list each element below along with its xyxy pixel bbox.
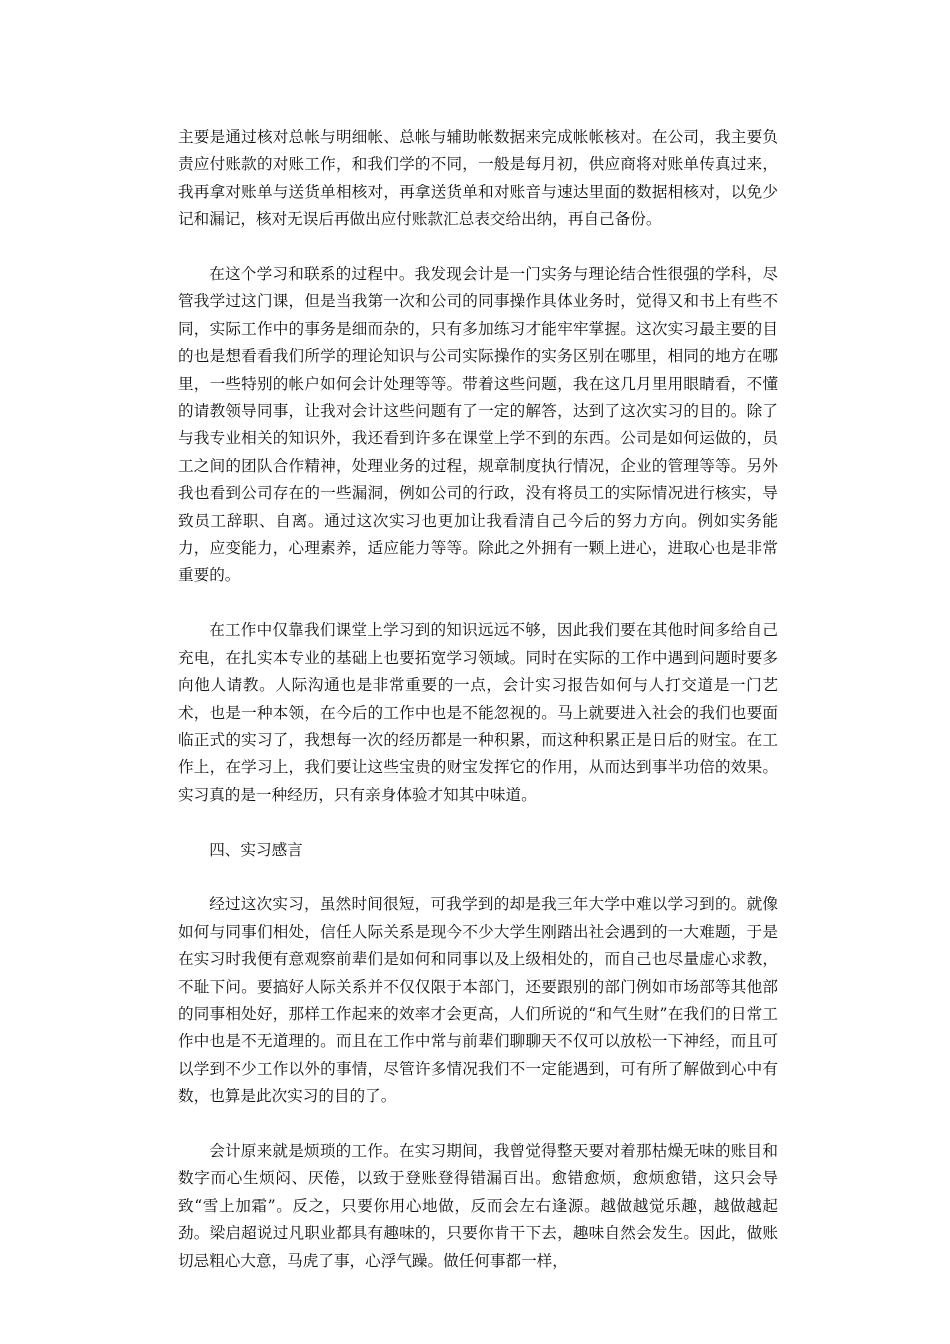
paragraph-learning-process: 在这个学习和联系的过程中。我发现会计是一门实务与理论结合性很强的学科，尽管我学过这门课，但是当我第一次和公司的同事操作具体业务时，觉得又和书上有些不同，实际工作中的事务是细而杂的，只有多加练习才能牢牢掌握。这次实习最主要的目的也是想看看我们所学的理论知识与公司实际操作的实务区别在哪里，相同的地方在哪里，一些特别的帐户如何会计处理等等。带着这些问题，我在这几月里用眼睛看，不懂的请教领导同事，让我对会计这些问题有了一定的解答，达到了这次实习的目的。除了与我专业相关的知识外，我还看到许多在课堂上学不到的东西。公司是如何运做的，员工之间的团队合作精神，处理业务的过程，规章制度执行情况，企业的管理等等。另外我也看到公司存在的一些漏洞，例如公司的行政，没有将员工的实际情况进行核实，导致员工辞职、自离。通过这次实习也更加让我看清自己今后的努力方向。例如实务能力，应变能力，心理素养，适应能力等等。除此之外拥有一颗上进心，进取心也是非常重要的。 [178, 265, 778, 585]
paragraph-account-reconciliation: 主要是通过核对总帐与明细帐、总帐与辅助帐数据来完成帐帐核对。在公司，我主要负责应付账款的对账工作，和我们学的不同，一般是每月初，供应商将对账单传真过来，我再拿对账单与送货单相核对，再拿送货单和对账音与速达里面的数据相核对，以免少记和漏记，核对无误后再做出应付账款汇总表交给出纳，再自己备份。 [178, 128, 778, 229]
document-page [178, 124, 778, 1302]
paragraph-accounting-tedious: 会计原来就是烦琐的工作。在实习期间，我曾觉得整天要对着那枯燥无味的账目和数字而心生烦闷、厌倦，以致于登账登得错漏百出。愈错愈烦，愈烦愈错，这只会导致“雪上加霜”。反之，只要你用心地做，反而会左右逢源。越做越觉乐趣，越做越起劲。梁启超说过凡职业都具有趣味的，只要你肯干下去，趣味自然会发生。因此，做账切忌粗心大意，马虎了事，心浮气躁。做任何事都一样， [178, 1141, 778, 1270]
paragraph-internship-reflections: 经过这次实习，虽然时间很短，可我学到的却是我三年大学中难以学习到的。就像如何与同事们相处，信任人际关系是现今不少大学生刚踏出社会遇到的一大难题，于是在实习时我便有意观察前辈们是如何和同事以及上级相处的，而自己也尽量虚心求教，不耻下问。要搞好人际关系并不仅仅限于本部门，还要跟别的部门例如市场部等其他部的同事相处好，那样工作起来的效率才会更高，人们所说的“和气生财”在我们的日常工作中也是不无道理的。而且在工作中常与前辈们聊聊天不仅可以放松一下神经，而且可以学到不少工作以外的事情，尽管许多情况我们不一定能遇到，可有所了解做到心中有数，也算是此次实习的目的了。 [178, 895, 778, 1106]
paragraph-work-knowledge: 在工作中仅靠我们课堂上学习到的知识远远不够，因此我们要在其他时间多给自己充电，在扎实本专业的基础上也要拓宽学习领域。同时在实际的工作中遇到问题时要多向他人请教。人际沟通也是非常重要的一点，会计实习报告如何与人打交道是一门艺术，也是一种本领，在今后的工作中也是不能忽视的。马上就要进入社会的我们也要面临正式的实习了，我想每一次的经历都是一种积累，而这种积累正是日后的财宝。在工作上，在学习上，我们要让这些宝贵的财宝发挥它的作用，从而达到事半功倍的效果。实习真的是一种经历，只有亲身体验才知其中味道。 [178, 621, 778, 804]
section-heading-reflections: 四、实习感言 [209, 840, 303, 859]
